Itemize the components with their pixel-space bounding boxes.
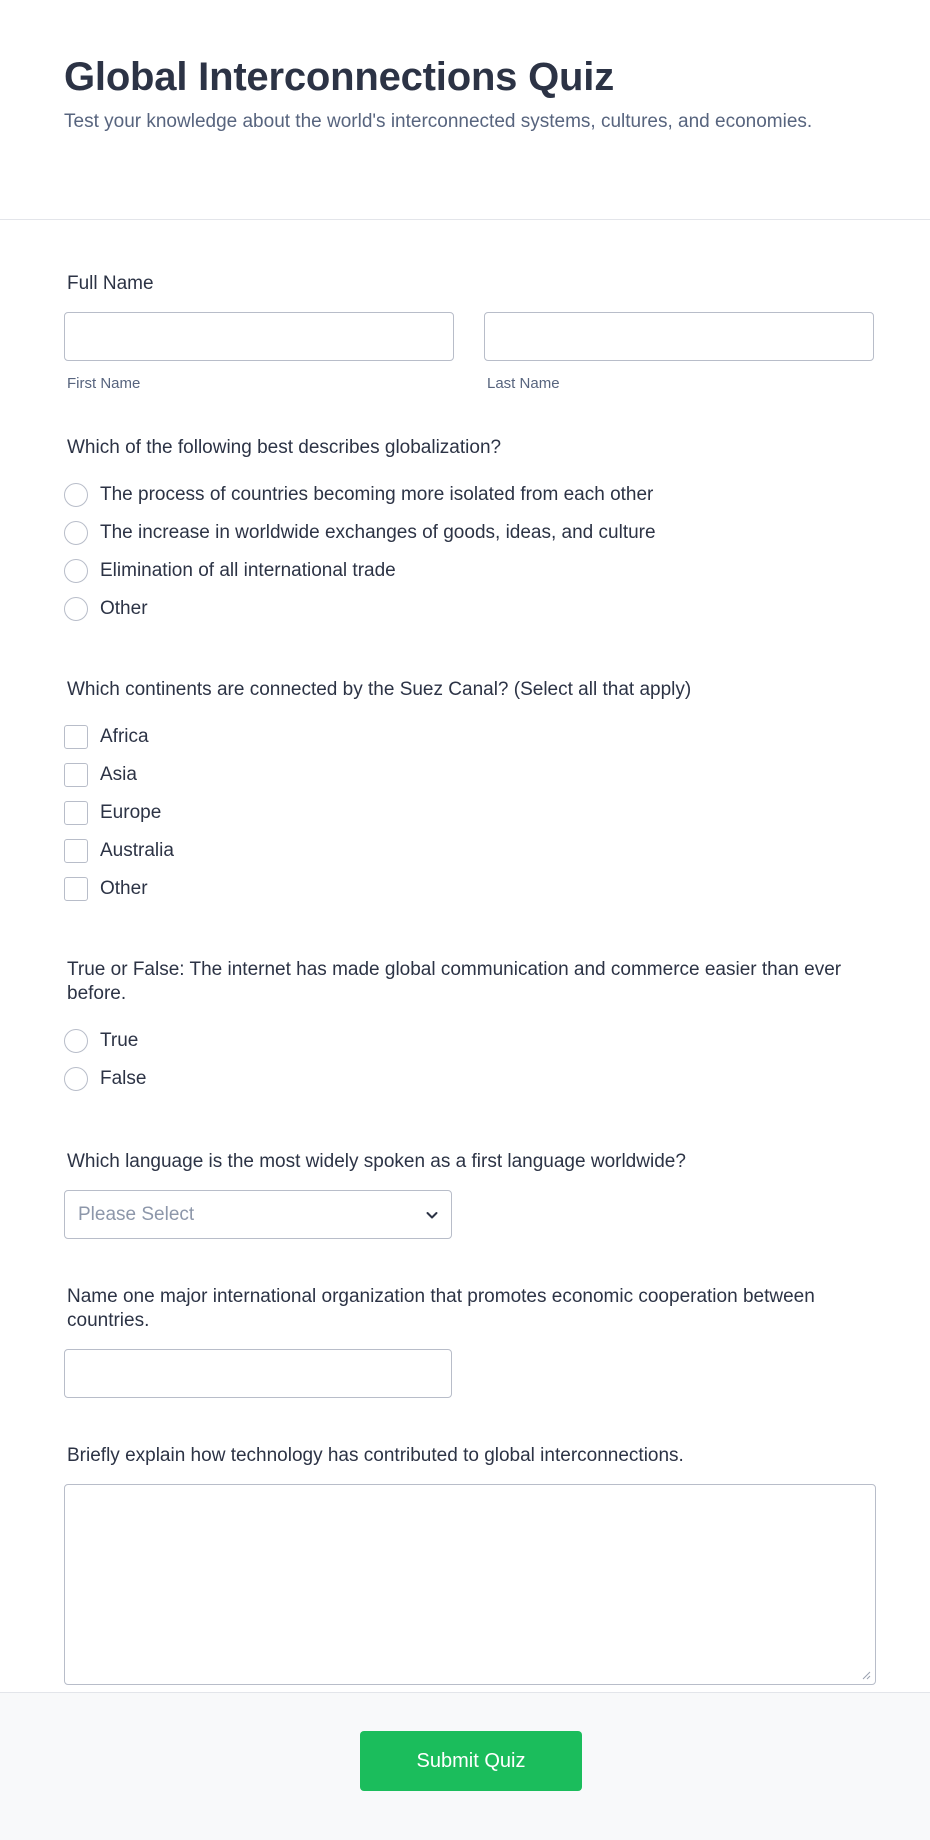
question-language-label: Which language is the most widely spoken as a first language worldwide? [67,1151,686,1172]
radio-button[interactable] [64,559,88,583]
globalization-option[interactable] [64,552,875,590]
question-globalization-label: Which of the following best describes globalization? [67,437,502,458]
radio-button[interactable] [64,521,88,545]
question-language [64,1150,875,1239]
quiz-form [0,220,930,1685]
question-technology [64,1444,875,1685]
full-name-field [64,220,875,390]
option-label: True [100,1030,139,1051]
question-technology-label: Briefly explain how technology has contributed to global interconnections. [67,1445,684,1466]
resize-grip-icon[interactable] [862,1671,871,1680]
option-label: Other [100,878,148,899]
page-title: Global Interconnections Quiz [64,55,615,99]
question-suez-canal [64,678,875,908]
select-placeholder: Please Select [78,1203,195,1225]
submit-quiz-button[interactable]: Submit Quiz [360,1731,582,1791]
checkbox[interactable] [64,839,88,863]
radio-button[interactable] [64,483,88,507]
continent-option[interactable] [64,756,875,794]
technology-textarea[interactable] [64,1484,876,1685]
checkbox[interactable] [64,801,88,825]
globalization-option[interactable] [64,590,875,628]
full-name-label: Full Name [67,273,154,294]
question-organization-label: Name one major international organization that promotes economic cooperation between countries. [67,1286,815,1331]
form-footer [0,1692,930,1840]
option-label: Elimination of all international trade [100,560,396,581]
question-internet-label: True or False: The internet has made global communication and commerce easier than ever before. [67,959,842,1004]
continent-option[interactable] [64,832,875,870]
continent-option[interactable] [64,870,875,908]
continent-option[interactable] [64,718,875,756]
language-select[interactable] [64,1190,452,1239]
first-name-input[interactable] [64,312,454,361]
question-organization [64,1285,875,1398]
option-label: The process of countries becoming more isolated from each other [100,484,654,505]
true-false-option[interactable] [64,1022,875,1060]
option-label: Africa [100,726,149,747]
true-false-option[interactable] [64,1060,875,1098]
chevron-down-icon [425,1208,439,1222]
organization-input[interactable] [64,1349,452,1398]
question-suez-canal-label: Which continents are connected by the Suez Canal? (Select all that apply) [67,679,692,700]
radio-button[interactable] [64,597,88,621]
globalization-option[interactable] [64,514,875,552]
last-name-input[interactable] [484,312,874,361]
last-name-sublabel: Last Name [487,375,560,392]
page-subtitle: Test your knowledge about the world's interconnected systems, cultures, and economies. [64,111,813,132]
last-name-column [484,312,874,392]
option-label: Australia [100,840,174,861]
option-label: False [100,1068,147,1089]
globalization-option[interactable] [64,476,875,514]
option-label: Asia [100,764,137,785]
option-label: The increase in worldwide exchanges of goods, ideas, and culture [100,522,656,543]
name-inputs-row [64,312,875,392]
checkbox[interactable] [64,877,88,901]
radio-button[interactable] [64,1029,88,1053]
checkbox[interactable] [64,725,88,749]
option-label: Other [100,598,148,619]
question-globalization [64,436,875,628]
first-name-sublabel: First Name [67,375,141,392]
first-name-column [64,312,454,392]
continent-option[interactable] [64,794,875,832]
form-header [0,0,930,220]
radio-button[interactable] [64,1067,88,1091]
checkbox[interactable] [64,763,88,787]
option-label: Europe [100,802,162,823]
question-internet [64,958,875,1098]
